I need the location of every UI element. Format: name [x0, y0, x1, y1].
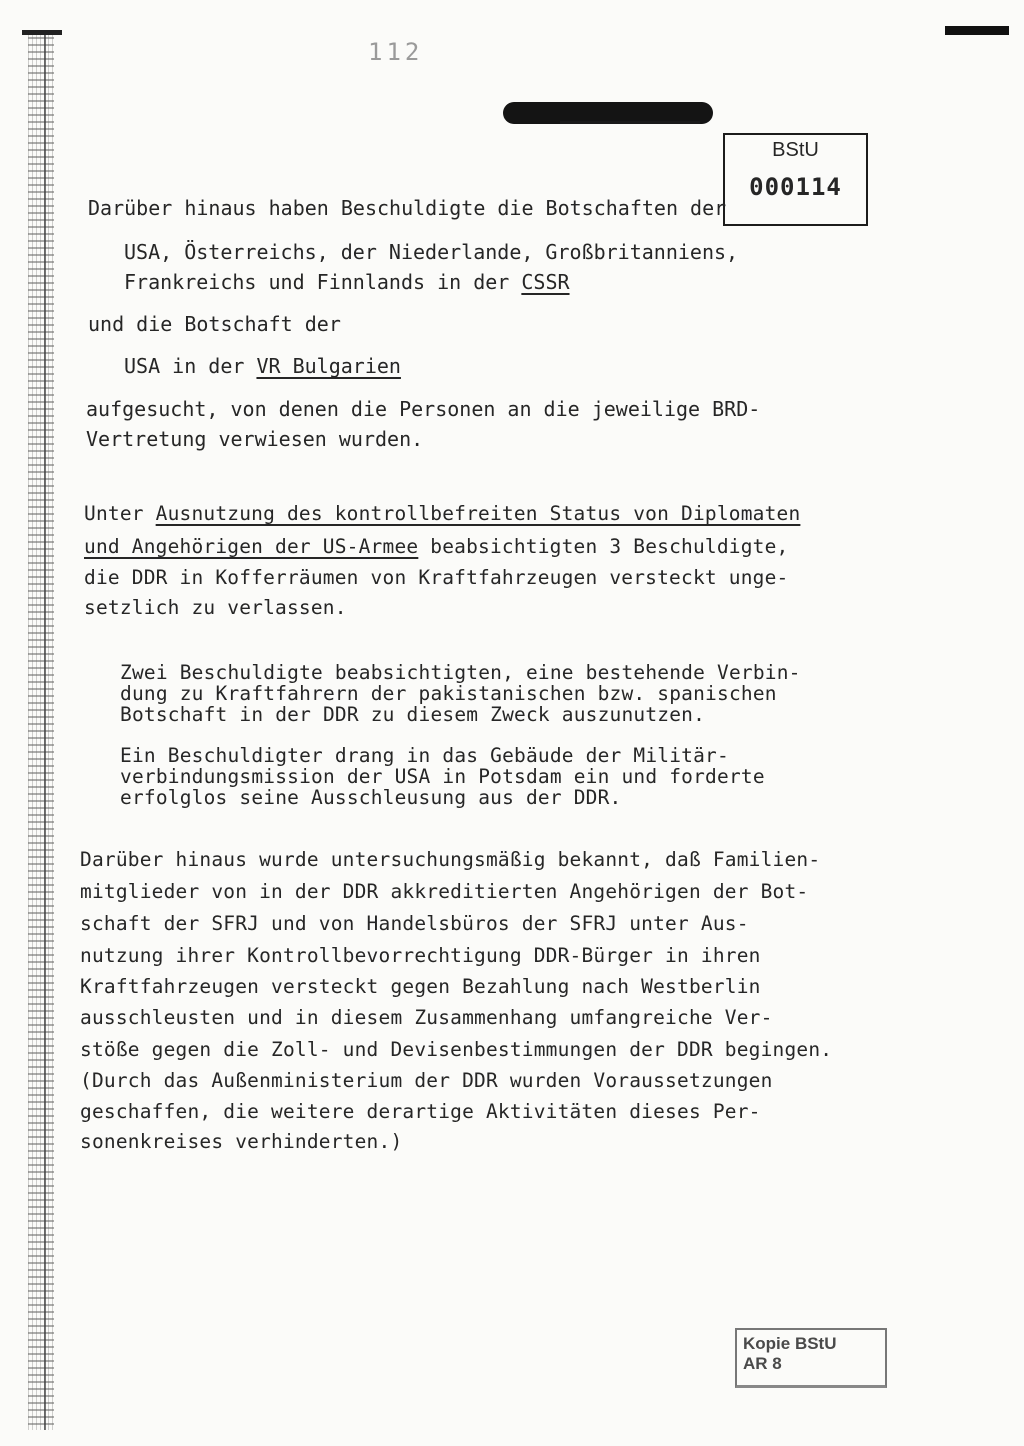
text-line: die DDR in Kofferräumen von Kraftfahrzeugen versteckt unge-: [84, 566, 789, 589]
underlined-text: und Angehörigen der US-Armee: [84, 535, 419, 558]
text-line: [124, 270, 570, 294]
text-line: (Durch das Außenministerium der DDR wurden Voraussetzungen: [80, 1069, 773, 1092]
text-line: Darüber hinaus haben Beschuldigte die Botschaften der: [88, 196, 727, 220]
text-line: mitglieder von in der DDR akkreditierten Angehörigen der Bot-: [80, 880, 809, 903]
scan-artifact-top-left: [22, 30, 62, 35]
binding-edge-line: [44, 30, 46, 1430]
page-folio-number: 112: [368, 38, 424, 66]
text-line: schaft der SFRJ und von Handelsbüros der SFRJ unter Aus-: [80, 912, 749, 935]
text-line: sonenkreises verhinderten.): [80, 1130, 403, 1153]
copy-stamp: [735, 1328, 887, 1388]
text-line: und die Botschaft der: [88, 312, 341, 336]
text-line: Ein Beschuldigter drang in das Gebäude der Militär-: [120, 744, 729, 767]
text-line: dung zu Kraftfahrern der pakistanischen bzw. spanischen: [120, 682, 777, 705]
text-line: Kraftfahrzeugen versteckt gegen Bezahlung nach Westberlin: [80, 975, 761, 998]
text-line: aufgesucht, von denen die Personen an die jeweilige BRD-: [86, 397, 761, 421]
redaction-underline: [560, 121, 700, 124]
scan-artifact-top-right: [945, 26, 1009, 35]
copy-stamp-line2: AR 8: [743, 1354, 782, 1373]
text-line: [124, 354, 401, 378]
text-line: [84, 535, 788, 559]
text-line: [84, 502, 800, 526]
text-line: verbindungsmission der USA in Potsdam ein und forderte: [120, 765, 765, 788]
underlined-text: Ausnutzung des kontrollbefreiten Status von Diplomaten: [155, 502, 801, 525]
underlined-text: VR Bulgarien: [256, 354, 401, 378]
text-line: Botschaft in der DDR zu diesem Zweck auszunutzen.: [120, 703, 706, 726]
text-line: USA, Österreichs, der Niederlande, Großbritanniens,: [124, 240, 739, 264]
archive-stamp-number: 000114: [749, 173, 842, 201]
text-segment: Frankreichs und Finnlands in der: [124, 270, 522, 294]
underlined-text: CSSR: [521, 270, 570, 294]
text-line: stöße gegen die Zoll- und Devisenbestimmungen der DDR begingen.: [80, 1038, 833, 1061]
text-segment: USA in der: [124, 354, 257, 378]
text-segment: Unter: [84, 502, 156, 525]
text-line: erfolglos seine Ausschleusung aus der DDR.: [120, 786, 622, 809]
text-line: geschaffen, die weitere derartige Aktivitäten dieses Per-: [80, 1100, 761, 1123]
binding-edge-scan: [28, 30, 54, 1430]
text-line: ausschleusten und in diesem Zusammenhang umfangreiche Ver-: [80, 1006, 773, 1029]
text-line: Zwei Beschuldigte beabsichtigten, eine bestehende Verbin-: [120, 661, 801, 684]
archive-stamp-label: BStU: [772, 139, 819, 161]
copy-stamp-line1: Kopie BStU: [743, 1334, 837, 1353]
text-line: Vertretung verwiesen wurden.: [86, 427, 424, 451]
archive-stamp: [723, 133, 868, 226]
text-line: setzlich zu verlassen.: [84, 596, 347, 619]
text-line: nutzung ihrer Kontrollbevorrechtigung DDR-Bürger in ihren: [80, 944, 761, 967]
text-segment: beabsichtigten 3 Beschuldigte,: [418, 535, 789, 558]
text-line: Darüber hinaus wurde untersuchungsmäßig bekannt, daß Familien-: [80, 848, 821, 871]
